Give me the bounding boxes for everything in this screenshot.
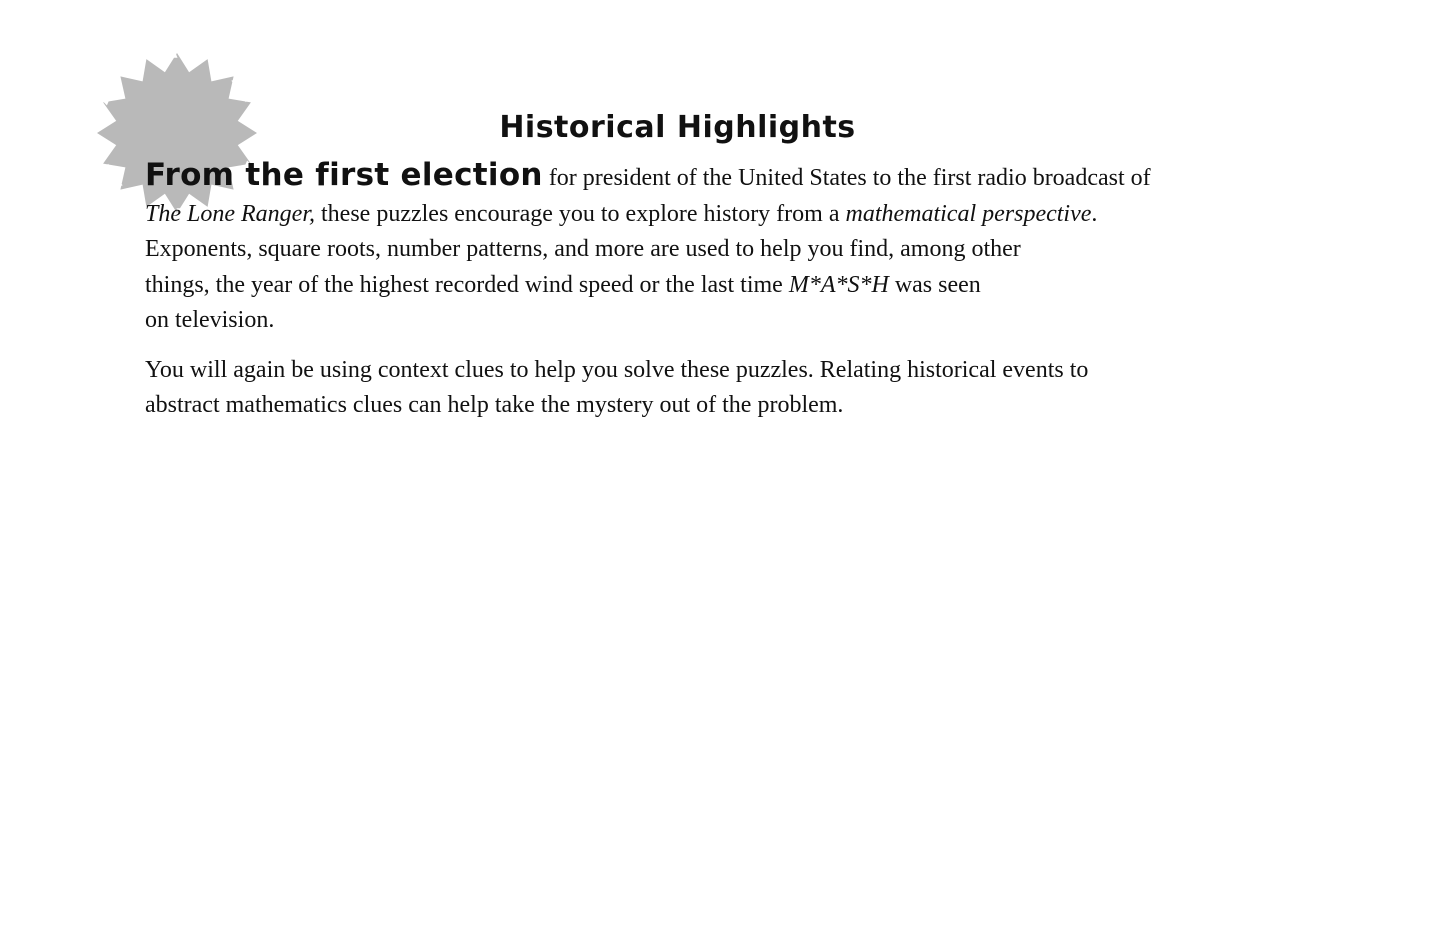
italic-phrase: mathematical perspective xyxy=(845,200,1092,227)
text-run: these puzzles encourage you to explore history from a xyxy=(315,200,846,227)
text-run: Exponents, square roots, number patterns, and more are used to help you find, among other xyxy=(145,236,1021,262)
starburst-notch xyxy=(115,81,121,86)
text-run: You will again be using context clues to help you solve these puzzles. Relating historical events to xyxy=(145,356,1089,383)
text-run: for president of the United States to the first radio broadcast of xyxy=(542,165,1151,191)
starburst-notch xyxy=(194,55,198,61)
text-run: on television. xyxy=(145,307,275,333)
text-run: was seen xyxy=(888,271,981,298)
text-run: abstract mathematics clues can help take the mystery out of the problem. xyxy=(145,392,844,418)
intro-paragraph xyxy=(145,158,1205,339)
italic-title: The Lone Ranger, xyxy=(145,200,315,227)
text-run: . xyxy=(1091,200,1098,227)
italic-title: M*A*S*H xyxy=(788,271,889,298)
lead-phrase: From the first election xyxy=(145,157,543,193)
second-paragraph xyxy=(145,353,1205,424)
page-title: Historical Highlights xyxy=(499,110,856,145)
content xyxy=(145,158,1205,424)
starburst-notch xyxy=(135,196,140,202)
starburst-notch xyxy=(152,56,156,62)
starburst-notch xyxy=(214,64,219,70)
text-run: things, the year of the highest recorded wind speed or the last time xyxy=(145,271,789,298)
starburst-notch xyxy=(132,66,137,72)
